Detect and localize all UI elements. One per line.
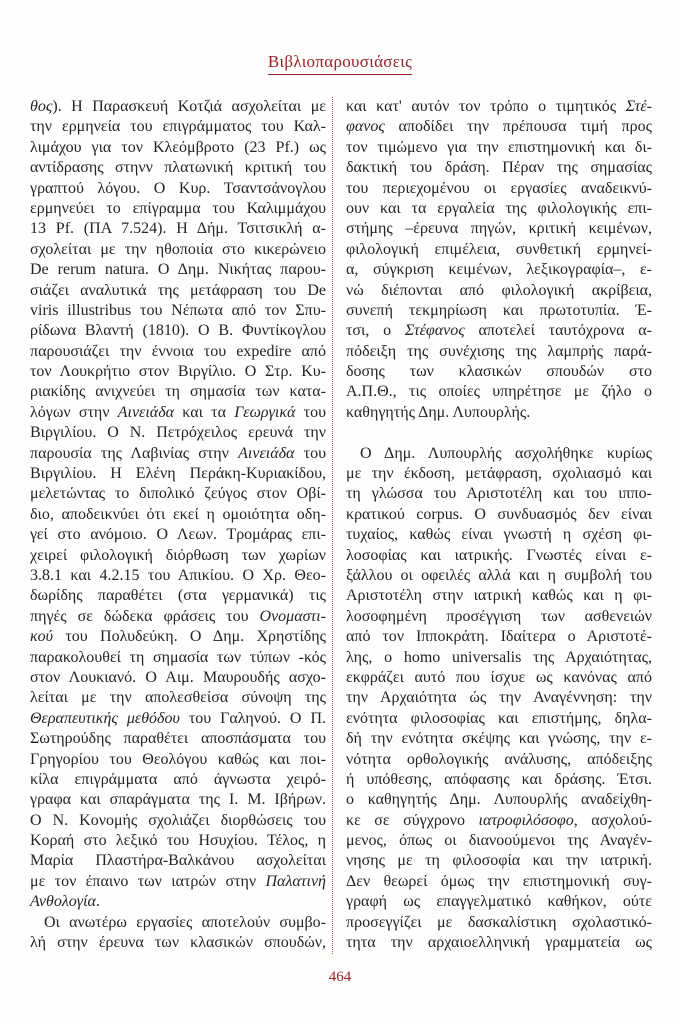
text-run: με την έκδοση, μετάφραση, σχολιασμό και: [346, 465, 652, 483]
text-run: εκφράζει αυτό που ίσχυε ως κανόνας από: [346, 668, 652, 686]
text-run: τον Λουκρήτιο στον Βιργίλιο. Ο Στρ. Κυ-: [30, 363, 326, 381]
text-line: [346, 464, 652, 484]
page-header: [0, 52, 680, 75]
text-line: [30, 790, 326, 810]
text-line: [346, 362, 652, 382]
text-run: Κοραή στο λεξικό του Ησυχίου. Τέλος, η: [30, 832, 326, 850]
italic-text-run: φανος: [346, 118, 385, 136]
text-line: [30, 321, 326, 341]
text-run: νώ διέπονται από φιλολογική ακρίβεια,: [346, 281, 652, 299]
text-run: Βιργιλίου. Η Ελένη Περάκη-Κυριακίδου,: [30, 465, 326, 483]
text-run: σιάζει αναλυτικά της μετάφραση του De: [30, 281, 326, 299]
text-run: χειρεί φιλολογική διόρθωση των χωρίων: [30, 546, 326, 564]
text-run: Αριστοτέλη στην ιατρική καθώς και η φι-: [346, 587, 652, 605]
text-run: α, σύγκριση κειμένων, λεξικογραφία–, ε-: [346, 261, 652, 279]
text-line: [346, 444, 652, 464]
text-line: [30, 138, 326, 158]
italic-text-run: ιατροφιλόσοφο: [478, 811, 574, 829]
text-run: .: [95, 893, 100, 911]
text-run: δοσης των κλασικών σπουδών στο: [346, 363, 652, 381]
text-line: [346, 913, 652, 933]
text-line: [30, 117, 326, 137]
text-run: την ερμηνεία του επιγράμματος του Καλ-: [30, 118, 326, 136]
text-run: 3.8.1 και 4.2.15 του Απικίου. Ο Χρ. Θεο-: [30, 566, 326, 584]
italic-text-run: Αινειάδα: [117, 403, 175, 421]
italic-text-run: Αινειάδα: [238, 444, 295, 462]
text-line: [346, 851, 652, 871]
text-line: [30, 811, 326, 831]
text-line: [30, 892, 326, 912]
text-line: [30, 872, 326, 892]
text-line: [346, 750, 652, 770]
italic-text-run: Ανθολογία: [30, 893, 96, 911]
text-run: κρατικού corpus. Ο συνδυασμός δεν είναι: [346, 505, 652, 523]
text-line: [30, 219, 326, 239]
text-run: τσι, ο: [346, 322, 405, 340]
text-line: [346, 403, 652, 423]
text-run: , ασχολού-: [573, 811, 653, 829]
text-run: μενος, όπως οι διανοούμενοι της Αναγέν-: [346, 832, 652, 850]
right-text-column: [346, 97, 652, 953]
text-line: [30, 423, 326, 443]
text-line: [346, 525, 652, 545]
text-line: [346, 586, 652, 606]
text-line: [30, 770, 326, 790]
text-line: [346, 321, 652, 341]
text-line: [30, 444, 326, 464]
text-line: [30, 648, 326, 668]
text-run: του: [295, 403, 326, 421]
text-run: Ο Δημ. Λυπουρλής ασχολήθηκε κυρίως: [360, 444, 652, 462]
text-run: γραπτού λόγου. Ο Κυρ. Τσαντσάνογλου: [30, 179, 326, 197]
text-run: στήμης –έρευνα πηγών, κριτική κειμένων,: [346, 220, 652, 238]
text-run: viris illustribus του Νέπωτα από τον Σπυ-: [30, 301, 326, 319]
text-line: [30, 158, 326, 178]
text-run: και τα: [174, 403, 235, 421]
text-line: [346, 648, 652, 668]
text-line: [30, 382, 326, 402]
text-run: Α.Π.Θ., τις οποίες υπηρέτησε με ζήλο ο: [346, 383, 652, 401]
text-line: [346, 688, 652, 708]
text-run: λιμάχου για τον Κλεόμβροτο (23 Pf.) ως: [30, 138, 326, 156]
text-run: την Αρχαιότητα ώς την Αναγέννηση: την: [346, 689, 652, 707]
text-line: [30, 831, 326, 851]
text-line: [30, 281, 326, 301]
text-run: του Πολυδεύκη. Ο Δημ. Χρηστίδης: [53, 628, 326, 646]
text-line: [30, 362, 326, 382]
text-run: κε σε σύγχρονο: [346, 811, 479, 829]
text-run: δή την ενότητα σκέψης και γνώσης, την ε-: [346, 730, 652, 748]
text-line: [346, 260, 652, 280]
text-run: διο, αποδεικνύει ότι εκεί η ομοιότητα οδη-: [30, 505, 326, 523]
text-line: [30, 668, 326, 688]
left-text-column: [30, 97, 326, 953]
italic-text-run: Στέφανος: [404, 322, 465, 340]
text-run: τητα την αρχαιοελληνική γραμματεία ως: [346, 934, 652, 952]
text-run: από τον Ιπποκράτη. Ιδαίτερα ο Αριστοτέ-: [346, 628, 652, 646]
text-run: δωρίδης παραθέτει (στα γερμανικά) τις: [30, 587, 326, 605]
text-run: ξάλλου οι οφειλές αλλά και η συμβολή του: [346, 566, 652, 584]
text-run: 13 Pf. (ΠΑ 7.524). Η Δήμ. Τσιτσικλή α-: [30, 220, 326, 238]
text-line: [30, 342, 326, 362]
text-run: Οι ανωτέρω εργασίες αποτελούν συμβο-: [44, 913, 326, 931]
text-run: τον τιμώμενο για την επιστημονική και δι-: [346, 138, 652, 156]
text-run: Μαρία Πλαστήρα-Βαλκάνου ασχολείται: [30, 852, 326, 870]
text-run: αποτελεί ταυτόχρονα α-: [464, 322, 652, 340]
text-run: παρουσιάζει την έννοια του expedire από: [30, 342, 326, 360]
text-line: [346, 505, 652, 525]
text-line: [346, 607, 652, 627]
text-line: [30, 729, 326, 749]
text-line: [30, 933, 326, 953]
text-run: πόδειξη της συνέχισης της λαμπρής παρά-: [346, 342, 652, 360]
text-run: ουν και τα εργαλεία της φιλολογικής επι-: [346, 199, 652, 217]
text-line: [346, 872, 652, 892]
text-run: ενότητα φιλοσοφίας και επιστήμης, δηλα-: [346, 709, 652, 727]
text-run: γεί στο ανόμοιο. Ο Λεων. Τρομάρας επι-: [30, 526, 326, 544]
text-run: του: [294, 444, 326, 462]
text-run: και κατ' αυτόν τον τρόπο ο τιμητικός: [346, 98, 626, 115]
text-run: λή στην έρευνα των κλασικών σπουδών,: [30, 934, 326, 952]
text-line: [346, 933, 652, 953]
italic-text-run: Θεραπευτικής μεθόδου: [30, 709, 180, 727]
text-line: [30, 851, 326, 871]
text-run: Γρηγορίου του Θεολόγου καθώς και ποι-: [30, 750, 326, 768]
text-line: [30, 199, 326, 219]
text-run: νησης με τη φιλοσοφία και την ιατρική.: [346, 852, 652, 870]
text-line: [346, 566, 652, 586]
text-run: ερμηνεύει το επίγραμμα του Καλιμμάχου: [30, 199, 326, 217]
text-run: σχολείται με την ηθοποιία στο κικερώνειο: [30, 240, 326, 258]
text-line: [30, 403, 326, 423]
text-run: γραφα και σπαράγματα της Ι. Μ. Ιβήρων.: [30, 791, 326, 809]
text-run: αντίδρασης στηνν πλατωνική κριτική του: [30, 159, 326, 177]
text-line: [30, 525, 326, 545]
column-divider-rule: [332, 97, 333, 954]
text-line: [346, 729, 652, 749]
text-line: [346, 281, 652, 301]
text-line: [346, 627, 652, 647]
text-run: με τον έπαινο των ιατρών στην: [30, 872, 266, 890]
text-run: λείται με την απολεσθείσα σύνοψη της: [30, 689, 326, 707]
text-line: [346, 301, 652, 321]
text-line: [30, 586, 326, 606]
text-run: λοσοφίας και ιατρικής. Γνωστές είναι ε-: [346, 546, 652, 564]
text-run: προσεγγίζει με δασκαλίστικη σχολαστικό-: [346, 913, 652, 931]
text-run: νότητα ορθολογικής ανάλυσης, απόδειξης: [346, 750, 652, 768]
text-run: γραφή ως επαγγελματικό καθήκον, ούτε: [346, 893, 652, 911]
text-line: [346, 770, 652, 790]
text-line: [346, 138, 652, 158]
text-line: [346, 342, 652, 362]
text-run: De rerum natura. Ο Δημ. Νικήτας παρου-: [30, 261, 326, 279]
text-line: [346, 668, 652, 688]
text-run: ο καθηγητής Δημ. Λυπουρλής αναδείχθη-: [346, 791, 652, 809]
text-run: μελετώντας το διπολικό ζεύγος στον Οβί-: [30, 485, 326, 503]
text-run: Ο Ν. Κονομής σχολιάζει διορθώσεις του: [30, 811, 326, 829]
text-run: λοσοφημένη προσέγγιση των ασθενειών: [346, 607, 652, 625]
text-line: [30, 913, 326, 933]
text-line: [30, 484, 326, 504]
running-head-title: Βιβλιοπαρουσιάσεις: [268, 52, 412, 75]
italic-text-run: θος: [30, 98, 53, 115]
text-run: τυχαίος, καθώς είναι γνωστή η σχέση φι-: [346, 526, 652, 544]
text-line: [346, 484, 652, 504]
text-run: κίλα επιγράμματα από άγνωστα χειρό-: [30, 770, 326, 788]
text-line: [346, 790, 652, 810]
text-line: [30, 566, 326, 586]
text-line: [346, 97, 652, 117]
text-line: [30, 750, 326, 770]
text-line: [30, 627, 326, 647]
text-line: [346, 219, 652, 239]
italic-text-run: Στέ-: [625, 98, 652, 115]
italic-text-run: Γεωργικά: [234, 403, 296, 421]
text-run: φιλολογική επιμέλεια, συνθετική ερμηνεί-: [346, 240, 652, 258]
text-run: καθηγητής Δημ. Λυπουρλής.: [346, 403, 531, 421]
text-line: [30, 179, 326, 199]
text-run: παρουσία της Λαβινίας στην: [30, 444, 239, 462]
text-run: Δεν θεωρεί όμως την επιστημονική συγ-: [346, 872, 652, 890]
text-run: δακτική του δράση. Πέραν της σημασίας: [346, 159, 652, 177]
text-line: [346, 892, 652, 912]
text-line: [346, 546, 652, 566]
text-line: [346, 709, 652, 729]
text-run: ριακίδης ανιχνεύει τη σημασία των κατα-: [30, 383, 326, 401]
italic-text-run: Ονομαστι-: [259, 607, 326, 625]
text-run: ή υπόθεσης, απόφασης και δράσης. Έτσι.: [346, 770, 652, 788]
text-run: λης, ο homo universalis της Αρχαιότητας,: [346, 648, 652, 666]
text-line: [30, 240, 326, 260]
text-line: [30, 464, 326, 484]
text-run: του περιεχομένου οι εργασίες αναδεικνύ-: [346, 179, 652, 197]
text-run: τη γλώσσα του Αριστοτέλη και του ιππο-: [346, 485, 652, 503]
text-line: [30, 607, 326, 627]
text-run: Σωτηρούδης παραθέτει αποσπάσματα του: [30, 730, 326, 748]
text-run: ρίδωνα Βλαντή (1810). Ο Β. Φυντίκογλου: [30, 322, 326, 340]
text-run: του Γαληνού. Ο Π.: [179, 709, 327, 727]
page-number: 464: [328, 969, 352, 985]
text-line: [346, 158, 652, 178]
text-line: [346, 382, 652, 402]
text-line: [346, 199, 652, 219]
text-run: παρακολουθεί τη σημασία των τύπων -κός: [30, 648, 326, 666]
text-line: [30, 709, 326, 729]
text-line: [30, 260, 326, 280]
text-run: Βιργιλίου. Ο Ν. Πετρόχειλος ερευνά την: [30, 424, 326, 442]
italic-text-run: κού: [30, 628, 54, 646]
text-run: αποδίδει την πρέπουσα τιμή προς: [384, 118, 652, 136]
text-line: [346, 240, 652, 260]
text-line: [346, 179, 652, 199]
text-line: [30, 301, 326, 321]
text-line: [30, 505, 326, 525]
text-line: [30, 688, 326, 708]
text-run: λόγων στην: [30, 403, 118, 421]
text-line: [30, 97, 326, 117]
text-run: στον Λουκιανό. Ο Αιμ. Μαυρουδής ασχο-: [30, 668, 326, 686]
text-run: συνεπή τεκμηρίωση και πρωτοτυπία. Έ-: [346, 301, 652, 319]
italic-text-run: Παλατινή: [265, 872, 326, 890]
text-line: [346, 117, 652, 137]
text-line: [346, 831, 652, 851]
text-run: ). Η Παρασκευή Κοτζιά ασχολείται με: [52, 98, 326, 115]
text-line: [346, 811, 652, 831]
text-line: [30, 546, 326, 566]
text-run: πηγές σε δώδεκα φράσεις του: [30, 607, 260, 625]
